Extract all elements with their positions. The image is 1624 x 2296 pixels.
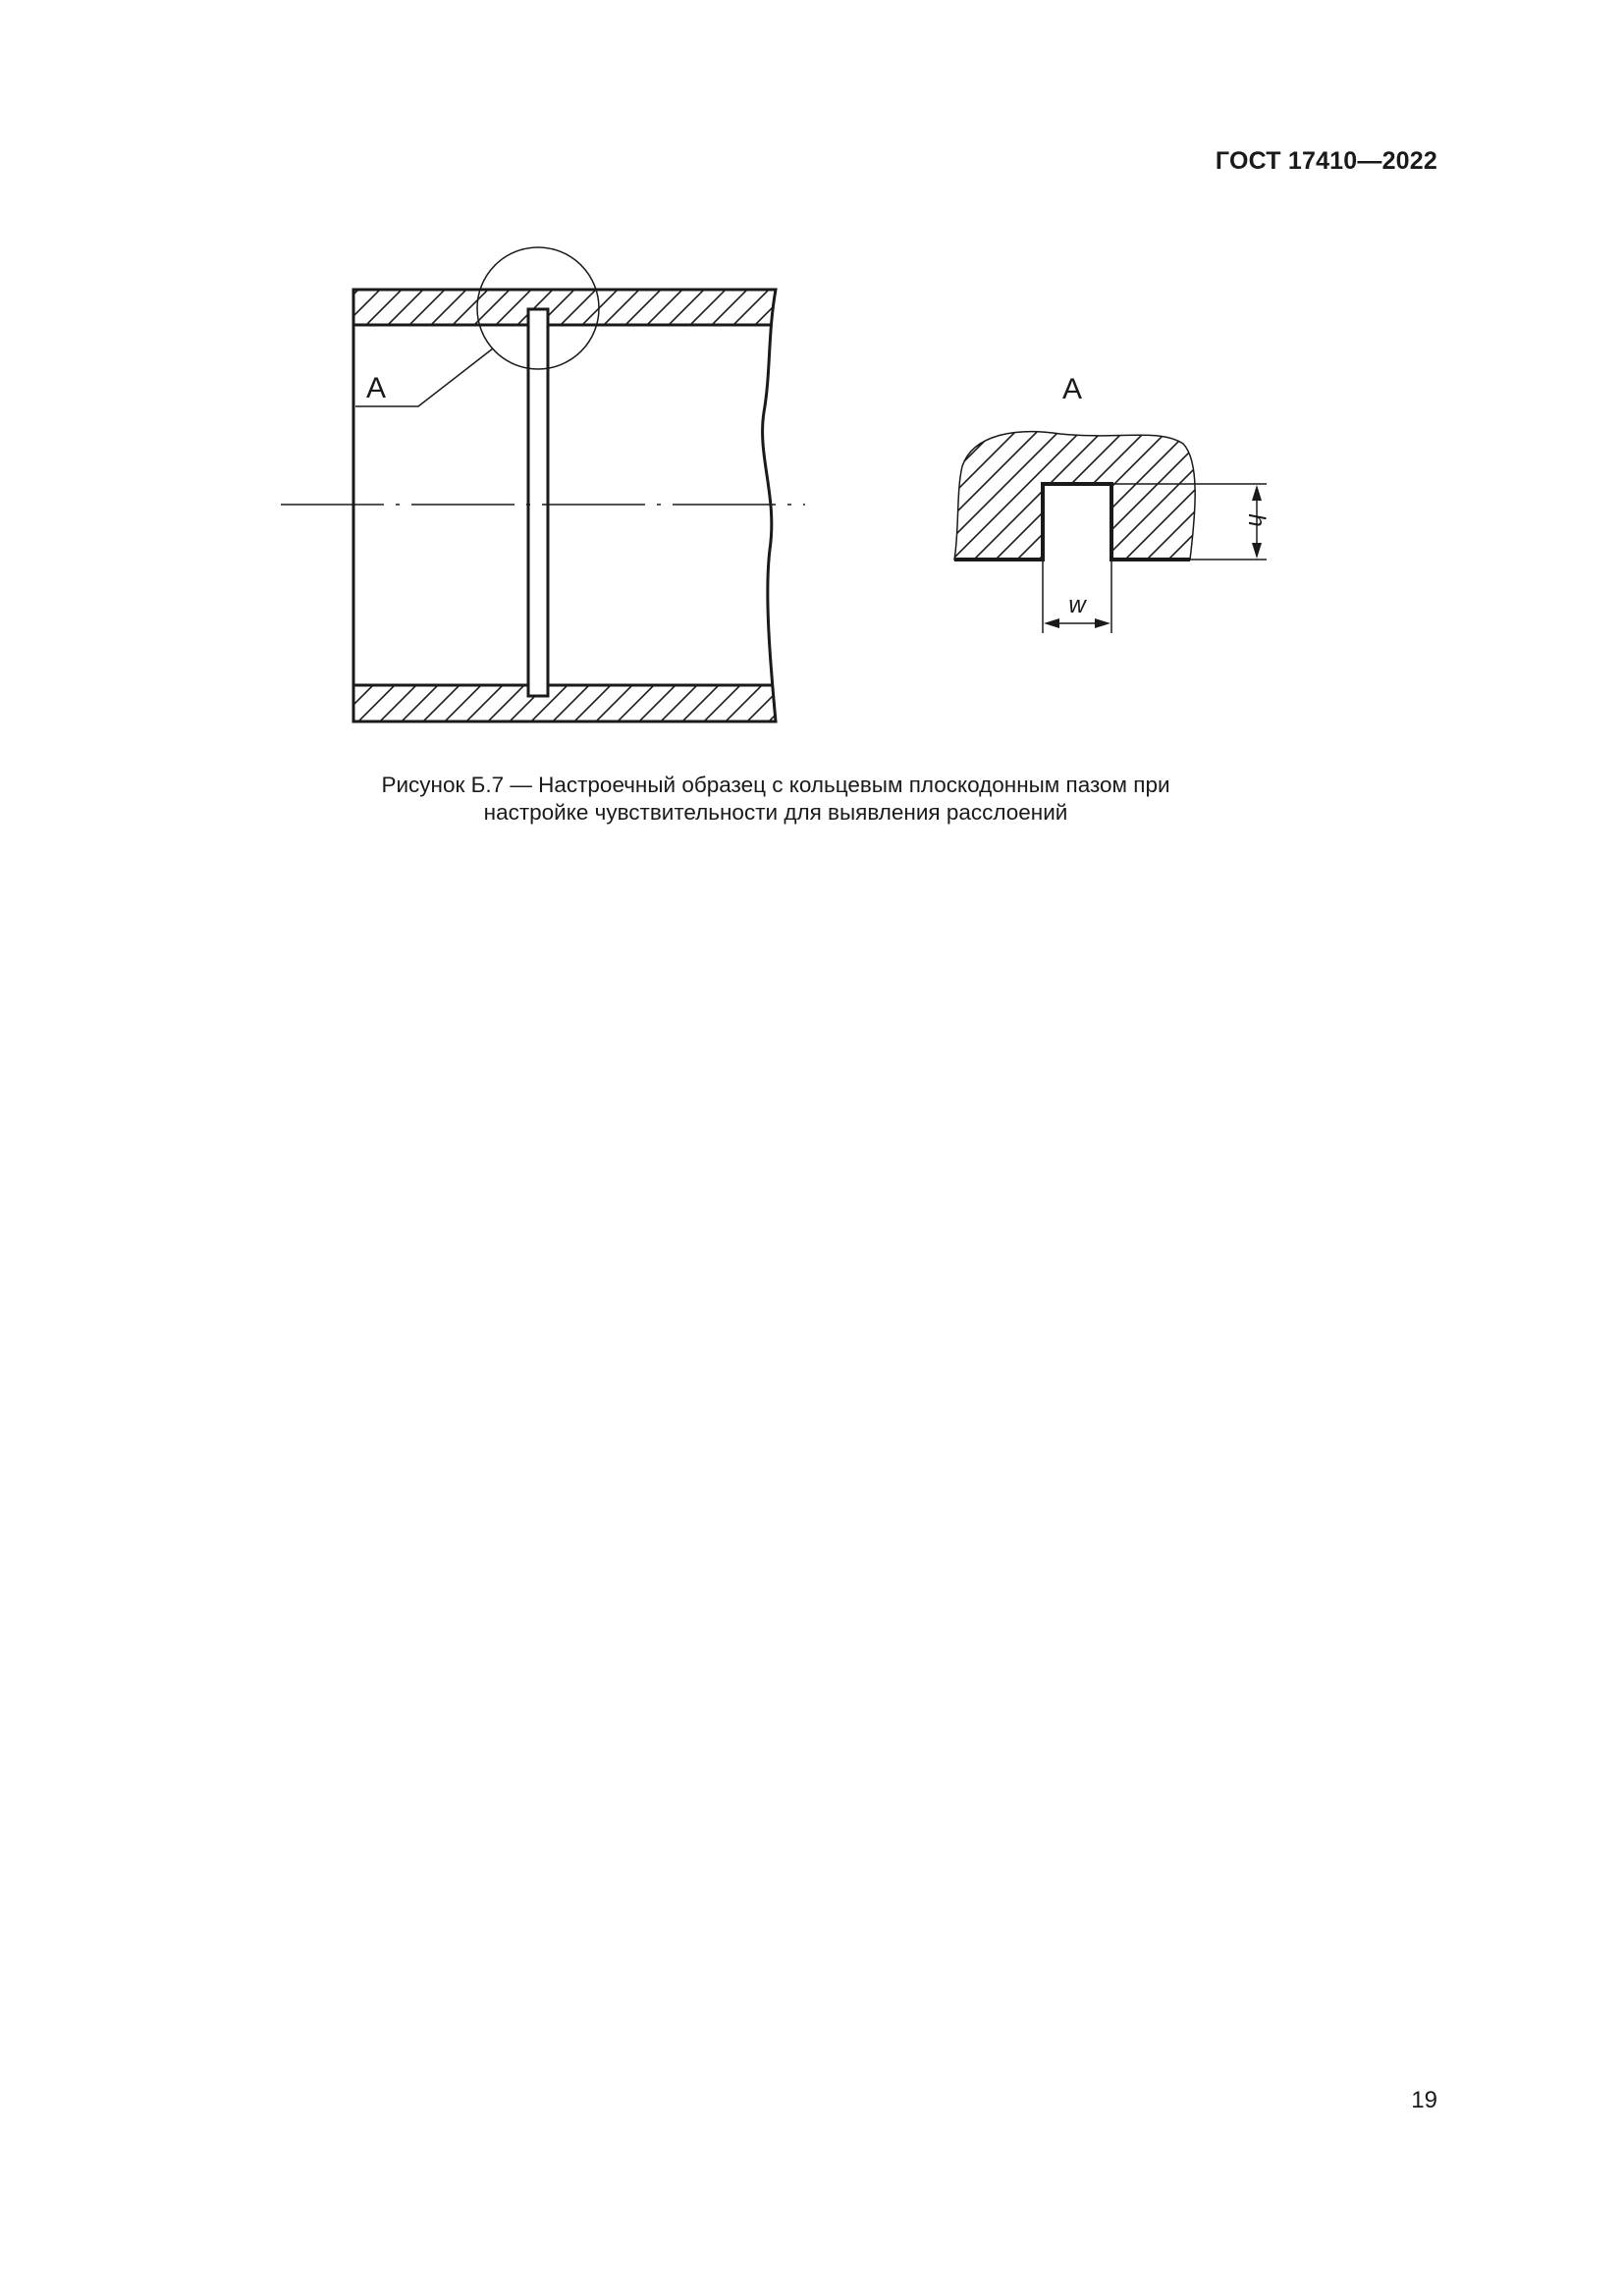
- figure-caption: [0, 772, 1551, 827]
- detail-hatched-wall: [954, 432, 1195, 560]
- depth-label: h: [1243, 513, 1270, 527]
- technical-drawing: [0, 0, 1624, 785]
- detail-label: A: [1062, 373, 1083, 405]
- detail-view-a: [954, 373, 1270, 633]
- document-header: ГОСТ 17410—2022: [1215, 147, 1437, 175]
- width-label: w: [1068, 592, 1086, 618]
- section-label: A: [366, 372, 387, 404]
- pipe-section-view: [281, 247, 805, 721]
- page-number: 19: [1411, 2087, 1437, 2113]
- annular-groove: [528, 309, 548, 696]
- pipe-wall-top: [353, 290, 785, 325]
- pipe-wall-bottom: [353, 685, 785, 721]
- figure-caption-line-1: Рисунок Б.7 — Настроечный образец с кольцевым плоскодонным пазом при: [381, 773, 1170, 797]
- figure-caption-line-2: настройке чувствительности для выявления расслоений: [483, 800, 1068, 825]
- pipe-outline: [353, 290, 776, 721]
